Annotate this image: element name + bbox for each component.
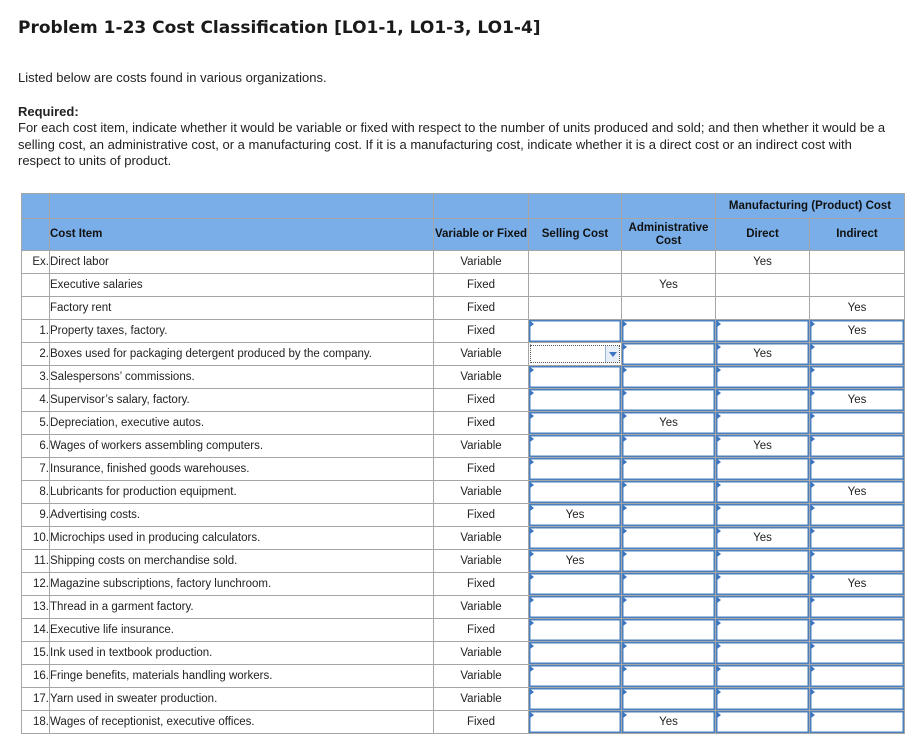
header-blank-admin bbox=[622, 194, 716, 219]
direct-cell[interactable] bbox=[716, 366, 810, 389]
row-number: 16. bbox=[22, 665, 50, 688]
indirect-cell[interactable] bbox=[810, 550, 905, 573]
indirect-cell[interactable] bbox=[810, 596, 905, 619]
direct-cell[interactable] bbox=[716, 619, 810, 642]
variable-or-fixed-value: Variable bbox=[434, 665, 529, 688]
cost-item-label: Salespersons’ commissions. bbox=[50, 366, 434, 389]
header-direct: Direct bbox=[716, 219, 810, 251]
table-row bbox=[22, 688, 905, 711]
table-row bbox=[22, 274, 905, 297]
row-number: 5. bbox=[22, 412, 50, 435]
header-blank-vf bbox=[434, 194, 529, 219]
admin-cell[interactable] bbox=[622, 596, 716, 619]
direct-cell[interactable] bbox=[716, 412, 810, 435]
indirect-cell[interactable] bbox=[810, 688, 905, 711]
cost-item-label: Lubricants for production equipment. bbox=[50, 481, 434, 504]
row-number: Ex. bbox=[22, 251, 50, 274]
selling-cell bbox=[529, 274, 622, 297]
selling-cell[interactable] bbox=[529, 619, 622, 642]
variable-or-fixed-value: Fixed bbox=[434, 711, 529, 734]
row-number: 7. bbox=[22, 458, 50, 481]
cost-item-label: Thread in a garment factory. bbox=[50, 596, 434, 619]
cost-item-label: Factory rent bbox=[50, 297, 434, 320]
row-number bbox=[22, 297, 50, 320]
page-title: Problem 1-23 Cost Classification [LO1-1, LO1-3, LO1-4] bbox=[18, 18, 541, 38]
admin-cell[interactable] bbox=[622, 550, 716, 573]
indirect-cell[interactable] bbox=[810, 665, 905, 688]
variable-or-fixed-value: Fixed bbox=[434, 389, 529, 412]
row-number: 14. bbox=[22, 619, 50, 642]
variable-or-fixed-value: Fixed bbox=[434, 619, 529, 642]
indirect-cell[interactable] bbox=[810, 343, 905, 366]
admin-cell[interactable] bbox=[622, 366, 716, 389]
direct-cell[interactable] bbox=[716, 504, 810, 527]
table-row bbox=[22, 412, 905, 435]
indirect-cell[interactable]: Yes bbox=[810, 389, 905, 412]
admin-cell[interactable] bbox=[622, 458, 716, 481]
indirect-cell[interactable]: Yes bbox=[810, 573, 905, 596]
admin-cell[interactable] bbox=[622, 389, 716, 412]
cost-item-label: Depreciation, executive autos. bbox=[50, 412, 434, 435]
admin-cell: Yes bbox=[622, 274, 716, 297]
direct-cell: Yes bbox=[716, 251, 810, 274]
selling-cell[interactable] bbox=[529, 573, 622, 596]
direct-cell bbox=[716, 274, 810, 297]
indirect-cell[interactable] bbox=[810, 527, 905, 550]
direct-cell[interactable]: Yes bbox=[716, 343, 810, 366]
row-number: 15. bbox=[22, 642, 50, 665]
selling-cell bbox=[529, 297, 622, 320]
selling-cell[interactable] bbox=[529, 458, 622, 481]
table-row bbox=[22, 481, 905, 504]
variable-or-fixed-value: Fixed bbox=[434, 274, 529, 297]
cost-item-label: Yarn used in sweater production. bbox=[50, 688, 434, 711]
header-blank-selling bbox=[529, 194, 622, 219]
row-number: 12. bbox=[22, 573, 50, 596]
direct-cell[interactable] bbox=[716, 642, 810, 665]
indirect-cell bbox=[810, 274, 905, 297]
cost-item-label: Wages of workers assembling computers. bbox=[50, 435, 434, 458]
table-row bbox=[22, 665, 905, 688]
variable-or-fixed-value: Fixed bbox=[434, 320, 529, 343]
direct-cell[interactable] bbox=[716, 711, 810, 734]
table-row bbox=[22, 458, 905, 481]
table-row bbox=[22, 619, 905, 642]
indirect-cell[interactable] bbox=[810, 504, 905, 527]
cost-item-label: Direct labor bbox=[50, 251, 434, 274]
variable-or-fixed-value: Variable bbox=[434, 366, 529, 389]
indirect-cell[interactable] bbox=[810, 642, 905, 665]
variable-or-fixed-value: Variable bbox=[434, 527, 529, 550]
table-row bbox=[22, 366, 905, 389]
selling-cell[interactable] bbox=[529, 343, 622, 366]
admin-cell bbox=[622, 251, 716, 274]
cost-item-label: Advertising costs. bbox=[50, 504, 434, 527]
selling-cost-select[interactable] bbox=[530, 345, 620, 363]
indirect-cell: Yes bbox=[810, 297, 905, 320]
admin-cell bbox=[622, 297, 716, 320]
header-num bbox=[22, 219, 50, 251]
admin-cell[interactable] bbox=[622, 527, 716, 550]
direct-cell[interactable] bbox=[716, 389, 810, 412]
selling-cell[interactable] bbox=[529, 688, 622, 711]
indirect-cell[interactable] bbox=[810, 711, 905, 734]
selling-cell[interactable] bbox=[529, 665, 622, 688]
cost-item-label: Boxes used for packaging detergent produced by the company. bbox=[50, 343, 434, 366]
indirect-cell[interactable]: Yes bbox=[810, 481, 905, 504]
cost-item-label: Property taxes, factory. bbox=[50, 320, 434, 343]
direct-cell[interactable]: Yes bbox=[716, 527, 810, 550]
direct-cell[interactable] bbox=[716, 458, 810, 481]
admin-cell[interactable] bbox=[622, 665, 716, 688]
header-indirect: Indirect bbox=[810, 219, 905, 251]
direct-cell[interactable] bbox=[716, 573, 810, 596]
admin-cell[interactable] bbox=[622, 619, 716, 642]
indirect-cell bbox=[810, 251, 905, 274]
variable-or-fixed-value: Variable bbox=[434, 251, 529, 274]
variable-or-fixed-value: Variable bbox=[434, 343, 529, 366]
cost-item-label: Executive salaries bbox=[50, 274, 434, 297]
admin-cell[interactable] bbox=[622, 343, 716, 366]
direct-cell[interactable] bbox=[716, 596, 810, 619]
indirect-cell[interactable] bbox=[810, 366, 905, 389]
direct-cell[interactable] bbox=[716, 550, 810, 573]
admin-cell[interactable] bbox=[622, 688, 716, 711]
table-row bbox=[22, 550, 905, 573]
direct-cell[interactable] bbox=[716, 320, 810, 343]
header-blank-item bbox=[50, 194, 434, 219]
selling-cell[interactable] bbox=[529, 481, 622, 504]
selling-cell[interactable] bbox=[529, 596, 622, 619]
header-blank-num bbox=[22, 194, 50, 219]
variable-or-fixed-value: Variable bbox=[434, 481, 529, 504]
variable-or-fixed-value: Variable bbox=[434, 596, 529, 619]
row-number: 10. bbox=[22, 527, 50, 550]
header-variable-or-fixed: Variable or Fixed bbox=[434, 219, 529, 251]
variable-or-fixed-value: Variable bbox=[434, 688, 529, 711]
variable-or-fixed-value: Fixed bbox=[434, 504, 529, 527]
row-number: 3. bbox=[22, 366, 50, 389]
chevron-down-icon[interactable] bbox=[605, 346, 619, 362]
cost-item-label: Microchips used in producing calculators. bbox=[50, 527, 434, 550]
table-row bbox=[22, 251, 905, 274]
selling-cell[interactable] bbox=[529, 412, 622, 435]
admin-cell[interactable]: Yes bbox=[622, 412, 716, 435]
table-row bbox=[22, 504, 905, 527]
row-number: 18. bbox=[22, 711, 50, 734]
variable-or-fixed-value: Variable bbox=[434, 435, 529, 458]
indirect-cell[interactable] bbox=[810, 619, 905, 642]
table-row bbox=[22, 711, 905, 734]
admin-cell[interactable] bbox=[622, 481, 716, 504]
selling-cell[interactable] bbox=[529, 711, 622, 734]
row-number: 2. bbox=[22, 343, 50, 366]
header-cost-item: Cost Item bbox=[50, 219, 434, 251]
row-number: 1. bbox=[22, 320, 50, 343]
selling-cell[interactable]: Yes bbox=[529, 504, 622, 527]
table-row bbox=[22, 642, 905, 665]
indirect-cell[interactable] bbox=[810, 458, 905, 481]
row-number: 13. bbox=[22, 596, 50, 619]
selling-cell[interactable] bbox=[529, 435, 622, 458]
row-number: 9. bbox=[22, 504, 50, 527]
admin-cell[interactable] bbox=[622, 320, 716, 343]
header-manufacturing-group: Manufacturing (Product) Cost bbox=[716, 194, 905, 219]
cost-item-label: Fringe benefits, materials handling workers. bbox=[50, 665, 434, 688]
cost-item-label: Ink used in textbook production. bbox=[50, 642, 434, 665]
cost-item-label: Insurance, finished goods warehouses. bbox=[50, 458, 434, 481]
cost-item-label: Executive life insurance. bbox=[50, 619, 434, 642]
table-row bbox=[22, 435, 905, 458]
row-number: 4. bbox=[22, 389, 50, 412]
variable-or-fixed-value: Fixed bbox=[434, 412, 529, 435]
direct-cell[interactable] bbox=[716, 665, 810, 688]
cost-item-label: Wages of receptionist, executive offices. bbox=[50, 711, 434, 734]
cost-item-label: Shipping costs on merchandise sold. bbox=[50, 550, 434, 573]
row-number: 17. bbox=[22, 688, 50, 711]
admin-cell[interactable] bbox=[622, 642, 716, 665]
selling-cell[interactable] bbox=[529, 642, 622, 665]
required-text: For each cost item, indicate whether it would be variable or fixed with respect to the number of units produced and sold; and then whether it would be a selling cost, an administrative cost, or a manufacturing cost. If it is a manufacturing cost, indicate whether it is a direct cost or an indirect cost with respect to units of product. bbox=[18, 120, 886, 168]
direct-cell[interactable] bbox=[716, 481, 810, 504]
direct-cell[interactable]: Yes bbox=[716, 435, 810, 458]
variable-or-fixed-value: Fixed bbox=[434, 573, 529, 596]
indirect-cell[interactable] bbox=[810, 412, 905, 435]
table-row bbox=[22, 596, 905, 619]
table-row bbox=[22, 297, 905, 320]
selling-cell[interactable] bbox=[529, 389, 622, 412]
table-row bbox=[22, 320, 905, 343]
indirect-cell[interactable]: Yes bbox=[810, 320, 905, 343]
variable-or-fixed-value: Variable bbox=[434, 550, 529, 573]
admin-cell[interactable] bbox=[622, 435, 716, 458]
admin-cell[interactable] bbox=[622, 504, 716, 527]
direct-cell[interactable] bbox=[716, 688, 810, 711]
table-row bbox=[22, 343, 905, 366]
row-number: 6. bbox=[22, 435, 50, 458]
table-row bbox=[22, 389, 905, 412]
variable-or-fixed-value: Fixed bbox=[434, 458, 529, 481]
row-number bbox=[22, 274, 50, 297]
selling-cell[interactable]: Yes bbox=[529, 550, 622, 573]
cost-item-label: Supervisor’s salary, factory. bbox=[50, 389, 434, 412]
selling-cell[interactable] bbox=[529, 527, 622, 550]
selling-cell[interactable] bbox=[529, 320, 622, 343]
admin-cell[interactable]: Yes bbox=[622, 711, 716, 734]
header-selling-cost: Selling Cost bbox=[529, 219, 622, 251]
required-label: Required: bbox=[18, 104, 79, 119]
indirect-cell[interactable] bbox=[810, 435, 905, 458]
intro-text: Listed below are costs found in various organizations. bbox=[18, 70, 327, 85]
table-row bbox=[22, 527, 905, 550]
selling-cell bbox=[529, 251, 622, 274]
selling-cell[interactable] bbox=[529, 366, 622, 389]
variable-or-fixed-value: Variable bbox=[434, 642, 529, 665]
variable-or-fixed-value: Fixed bbox=[434, 297, 529, 320]
row-number: 8. bbox=[22, 481, 50, 504]
cost-item-label: Magazine subscriptions, factory lunchroom. bbox=[50, 573, 434, 596]
cost-classification-table bbox=[21, 193, 905, 734]
admin-cell[interactable] bbox=[622, 573, 716, 596]
header-administrative-cost: Administrative Cost bbox=[622, 219, 716, 251]
direct-cell bbox=[716, 297, 810, 320]
row-number: 11. bbox=[22, 550, 50, 573]
table-row bbox=[22, 573, 905, 596]
